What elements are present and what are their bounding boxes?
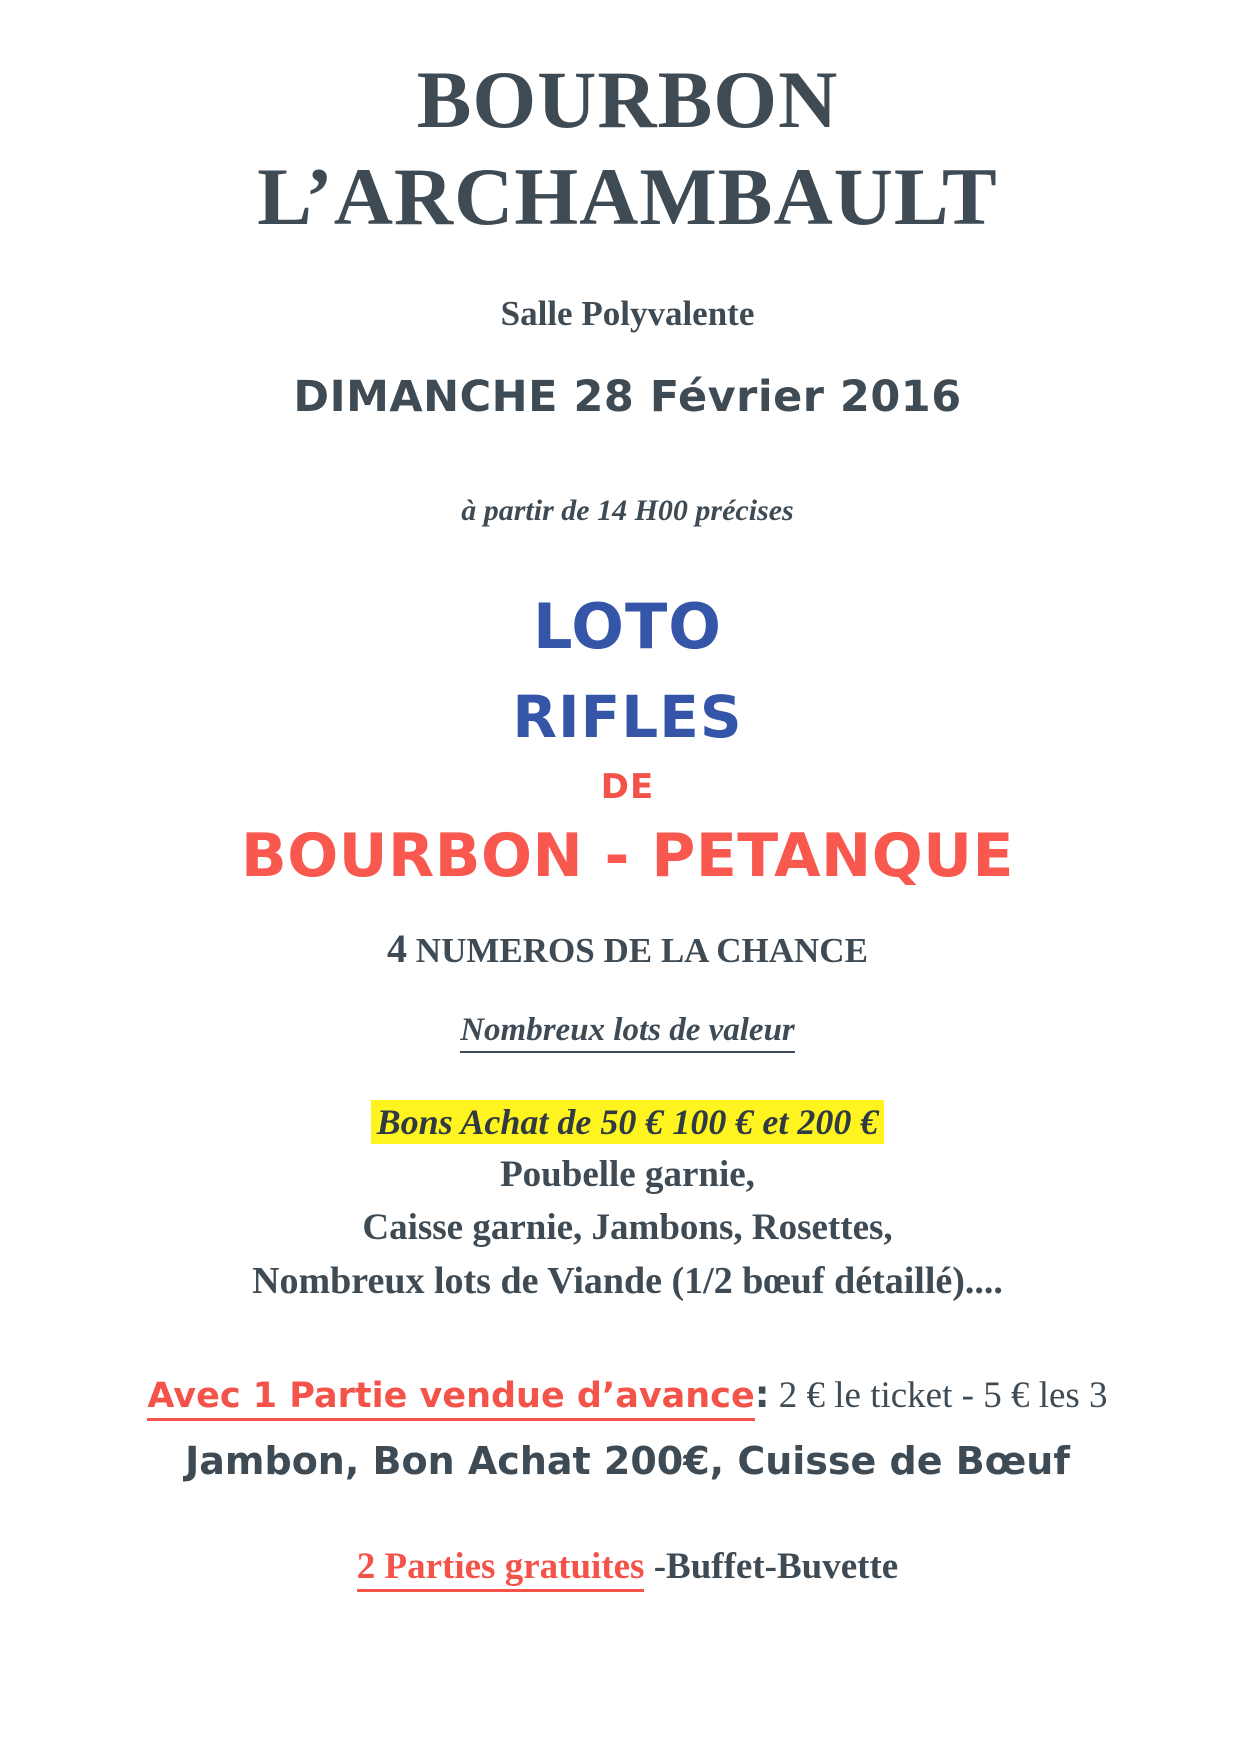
town-name-line2: L’ARCHAMBAULT xyxy=(257,150,998,242)
lucky-numbers-text: NUMEROS DE LA CHANCE xyxy=(415,930,868,970)
prize-highlighted xyxy=(40,1101,1215,1143)
event-subtitle: RIFLES xyxy=(512,682,743,751)
lots-heading xyxy=(40,1012,1215,1049)
prize-line-2: Caisse garnie, Jambons, Rosettes, xyxy=(362,1206,893,1248)
prize-line-3: Nombreux lots de Viande (1/2 bœuf détaillé).... xyxy=(252,1259,1003,1302)
event-time: à partir de 14 H00 précises xyxy=(461,493,794,527)
prize-line-1: Poubelle garnie, xyxy=(500,1153,755,1195)
lucky-numbers-count: 4 xyxy=(387,925,408,971)
town-name xyxy=(40,52,1215,246)
organizer-name: BOURBON - PETANQUE xyxy=(241,820,1014,891)
event-date: DIMANCHE 28 Février 2016 xyxy=(293,371,962,422)
advance-sale-label: Avec 1 Partie vendue d’avance xyxy=(147,1376,754,1421)
advance-sale-colon: : xyxy=(754,1372,770,1416)
event-de-word: DE xyxy=(600,766,655,807)
lucky-numbers-line xyxy=(40,925,1215,972)
free-games-line xyxy=(40,1545,1215,1588)
town-name-line1: BOURBON xyxy=(416,54,839,145)
advance-sale-line xyxy=(40,1373,1215,1417)
venue-name: Salle Polyvalente xyxy=(500,293,755,333)
free-games-label: 2 Parties gratuites xyxy=(357,1546,645,1592)
advance-sale-prizes: Jambon, Bon Achat 200€, Cuisse de Bœuf xyxy=(185,1438,1070,1483)
prize-highlighted-text: Bons Achat de 50 € 100 € et 200 € xyxy=(371,1100,885,1144)
free-games-rest: -Buffet-Buvette xyxy=(653,1545,899,1587)
advance-sale-price: 2 € le ticket - 5 € les 3 xyxy=(778,1374,1108,1416)
lots-heading-text: Nombreux lots de valeur xyxy=(460,1012,795,1053)
event-title: LOTO xyxy=(532,589,722,663)
